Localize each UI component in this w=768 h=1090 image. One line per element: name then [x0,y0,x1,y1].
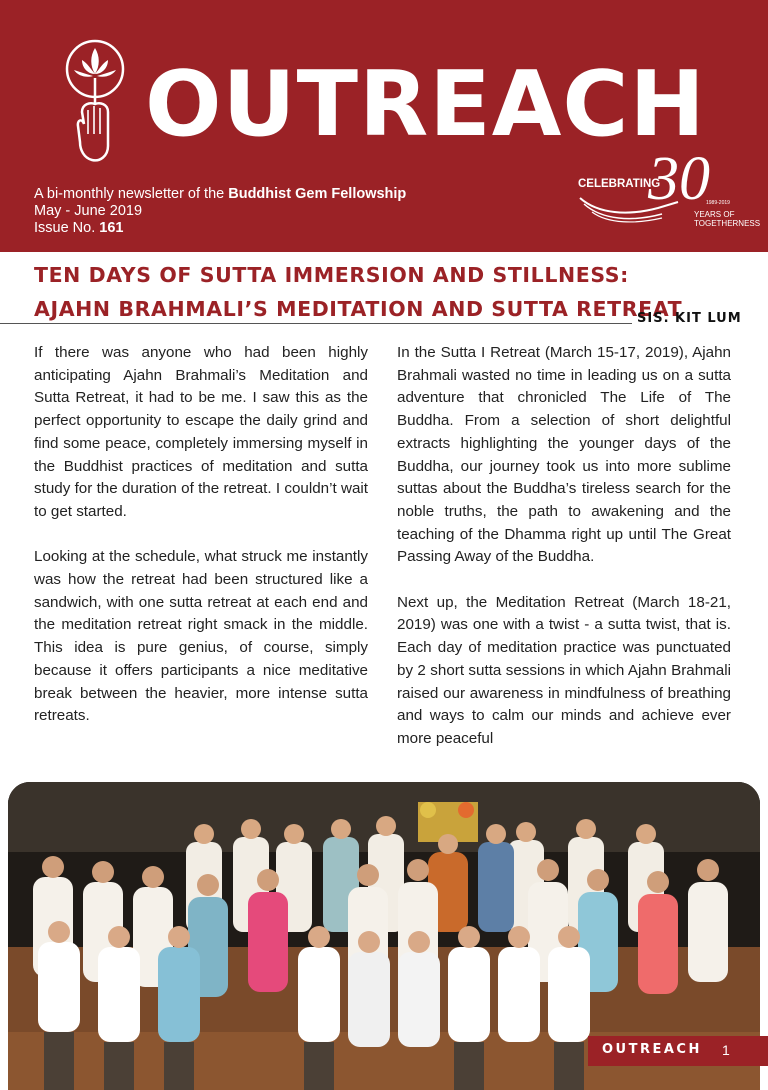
badge-line2: TOGETHERNESS [694,219,761,228]
article-author: SIS. KIT LUM [637,311,742,326]
badge-line1: YEARS OF [694,210,735,219]
badge-years-range: 1989-2019 [706,200,730,206]
paragraph: Next up, the Meditation Retreat (March 18-21, 2019) was one with a twist - a sutta twist, that is. Each day of meditation practice was punctuated by 2 short sutta sessions in which Ajahn Brahmali raised our awareness in mindfulness of breathing and ways to calm our minds and achieve ever more peaceful [397,593,731,747]
badge-celebrating: CELEBRATING [578,178,661,190]
anniversary-badge [578,145,761,230]
issue-prefix: Issue No. [34,220,100,236]
badge-number: 30 [648,145,710,213]
article-title-line-1: TEN DAYS OF SUTTA IMMERSION AND STILLNESS: [34,263,629,287]
footer-label: OUTREACH [602,1042,702,1057]
article-title [34,258,682,326]
tagline [34,186,406,203]
paragraph: Looking at the schedule, what struck me instantly was how the retreat had been structured like a sandwich, with one sutta retreat at each end and the meditation retreat right smack in the middle. This idea is pure genius, of course, simply because it offers participants a nice meditative break between the heavier, more intense sutta retreats. [34,548,368,725]
tagline-prefix: A bi-monthly newsletter of the [34,186,229,202]
page-footer [588,1036,768,1066]
issue-info [34,186,406,237]
lotus-hand-logo-icon [60,34,130,166]
paragraph: In the Sutta I Retreat (March 15-17, 2019), Ajahn Brahmali wasted no time in leading us on a sutta adventure that chronicled The Life of The Buddha. From a selection of short delightful extracts highlighting the younger days of the Buddha, our journey took us into more sublime suttas about the Buddha’s tireless search for the noble truths, the path to awakening and the teaching of the Dhamma right up until The Great Passing Away of the Buddha. [397,344,731,566]
masthead-banner [0,0,768,252]
article-title-line-2: AJAHN BRAHMALI’S MEDITATION AND SUTTA RETREAT [34,297,683,321]
title-divider [0,323,632,324]
tagline-org: Buddhist Gem Fellowship [228,186,407,202]
masthead-title: OUTREACH [145,52,706,157]
issue-number: 161 [99,220,124,236]
issue-date: May - June 2019 [34,203,143,219]
article-column-left [34,342,368,751]
open-hands-icon [578,188,688,228]
badge-caption [694,210,761,228]
article-column-right [397,342,731,778]
page-number: 1 [722,1042,730,1058]
issue-number-line [34,220,406,237]
paragraph: If there was anyone who had been highly anticipating Ajahn Brahmali’s Meditation and Sutta Retreat, it had to be me. I saw this as the perfect opportunity to escape the daily grind and find some peace, completely immersing myself in the Buddhist practices of meditation and sutta study for the duration of the retreat. I couldn’t wait to get started. [34,344,368,520]
